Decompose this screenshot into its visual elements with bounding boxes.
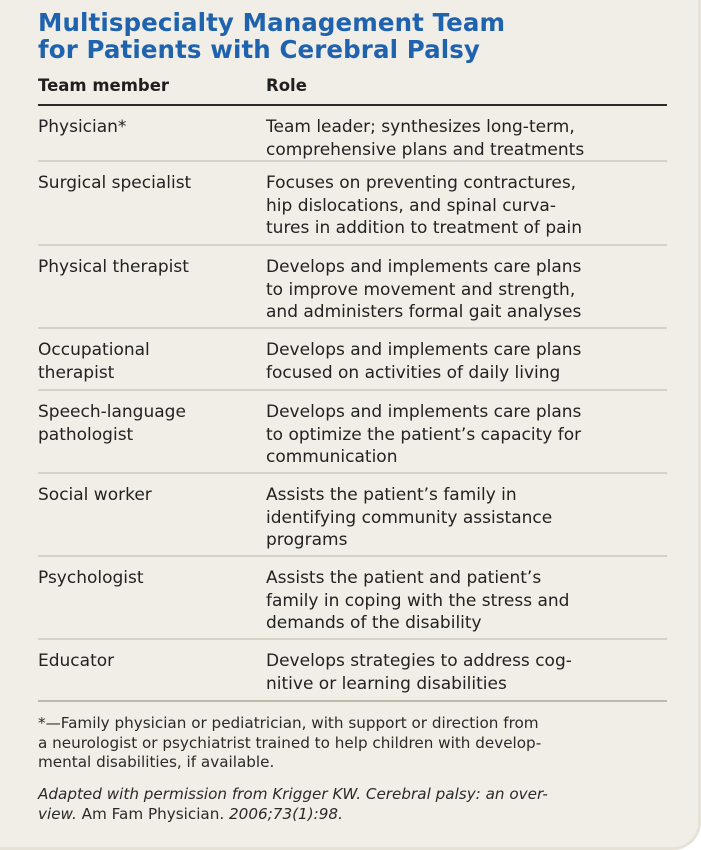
team-member-cell	[38, 567, 253, 590]
cell-line: to optimize the patient’s capacity for	[266, 424, 582, 445]
table-row	[38, 106, 667, 162]
title-line-1: Multispecialty Management Team	[38, 8, 506, 37]
cell-line: Develops and implements care plans	[266, 402, 582, 422]
role-cell	[266, 116, 671, 161]
role-cell	[266, 650, 671, 695]
credit-line-1: Adapted with permission from Krigger KW. Cerebral palsy: an over-	[38, 785, 548, 803]
team-member-cell	[38, 256, 253, 279]
cell-line: pathologist	[38, 424, 134, 445]
cell-line: nitive or learning disabilities	[266, 673, 507, 694]
cell-line: Develops and implements care plans	[266, 257, 582, 277]
cell-line: focused on activities of daily living	[266, 362, 561, 383]
table-title	[38, 9, 505, 63]
cell-line: Educator	[38, 651, 115, 671]
cell-line: Assists the patient’s family in	[266, 485, 517, 505]
footnote-line: *—Family physician or pediatrician, with support or direction from	[38, 714, 539, 732]
cell-line: and administers formal gait analyses	[266, 302, 582, 322]
cell-line: Social worker	[38, 485, 152, 505]
footnote-line: a neurologist or psychiatrist trained to help children with develop-	[38, 733, 542, 752]
team-member-cell	[38, 484, 253, 507]
role-cell	[266, 567, 671, 635]
table-row	[38, 557, 667, 640]
cell-line: Psychologist	[38, 568, 144, 588]
team-member-cell	[38, 339, 253, 384]
cell-line: communication	[266, 447, 398, 467]
role-cell	[266, 401, 671, 469]
cell-line: Team leader; synthesizes long-term,	[266, 117, 575, 137]
table-row	[38, 246, 667, 329]
cell-line: Physician*	[38, 117, 127, 137]
column-header-role: Role	[266, 76, 307, 95]
cell-line: Occupational	[38, 340, 150, 360]
source-credit	[38, 785, 673, 824]
team-member-cell	[38, 172, 253, 195]
credit-citation: 2006;73(1):98.	[224, 804, 343, 823]
cell-line: Assists the patient and patient’s	[266, 568, 542, 588]
credit-line-2	[38, 805, 673, 825]
table-row	[38, 640, 667, 702]
cell-line: Focuses on preventing contractures,	[266, 173, 577, 193]
role-cell	[266, 339, 671, 384]
cell-line: Physical therapist	[38, 257, 189, 277]
title-line-2: for Patients with Cerebral Palsy	[38, 35, 480, 64]
column-header-member: Team member	[38, 76, 170, 95]
cell-line: identifying community assistance	[266, 507, 553, 528]
cell-line: to improve movement and strength,	[266, 279, 576, 300]
role-cell	[266, 484, 671, 552]
footnote-line: mental disabilities, if available.	[38, 753, 275, 771]
table-row	[38, 162, 667, 246]
credit-journal: Am Fam Physician.	[76, 804, 225, 823]
team-member-cell	[38, 650, 253, 673]
role-cell	[266, 172, 671, 240]
table-row	[38, 391, 667, 474]
cell-line: family in coping with the stress and	[266, 590, 570, 611]
cell-line: therapist	[38, 362, 115, 383]
team-member-cell	[38, 116, 253, 139]
cell-line: Develops and implements care plans	[266, 340, 582, 360]
cell-line: Speech-language	[38, 402, 186, 422]
cell-line: tures in addition to treatment of pain	[266, 218, 583, 238]
cell-line: Surgical specialist	[38, 173, 192, 193]
cell-line: Develops strategies to address cog-	[266, 651, 572, 671]
cell-line: demands of the disability	[266, 613, 482, 633]
credit-italic-part: view.	[38, 804, 77, 823]
table-row	[38, 329, 667, 391]
cell-line: hip dislocations, and spinal curva-	[266, 195, 556, 216]
cell-line: programs	[266, 530, 348, 550]
cell-line: comprehensive plans and treatments	[266, 139, 585, 160]
footnote	[38, 714, 673, 773]
table-body	[38, 106, 667, 702]
table-row	[38, 474, 667, 557]
team-member-cell	[38, 401, 253, 446]
role-cell	[266, 256, 671, 324]
